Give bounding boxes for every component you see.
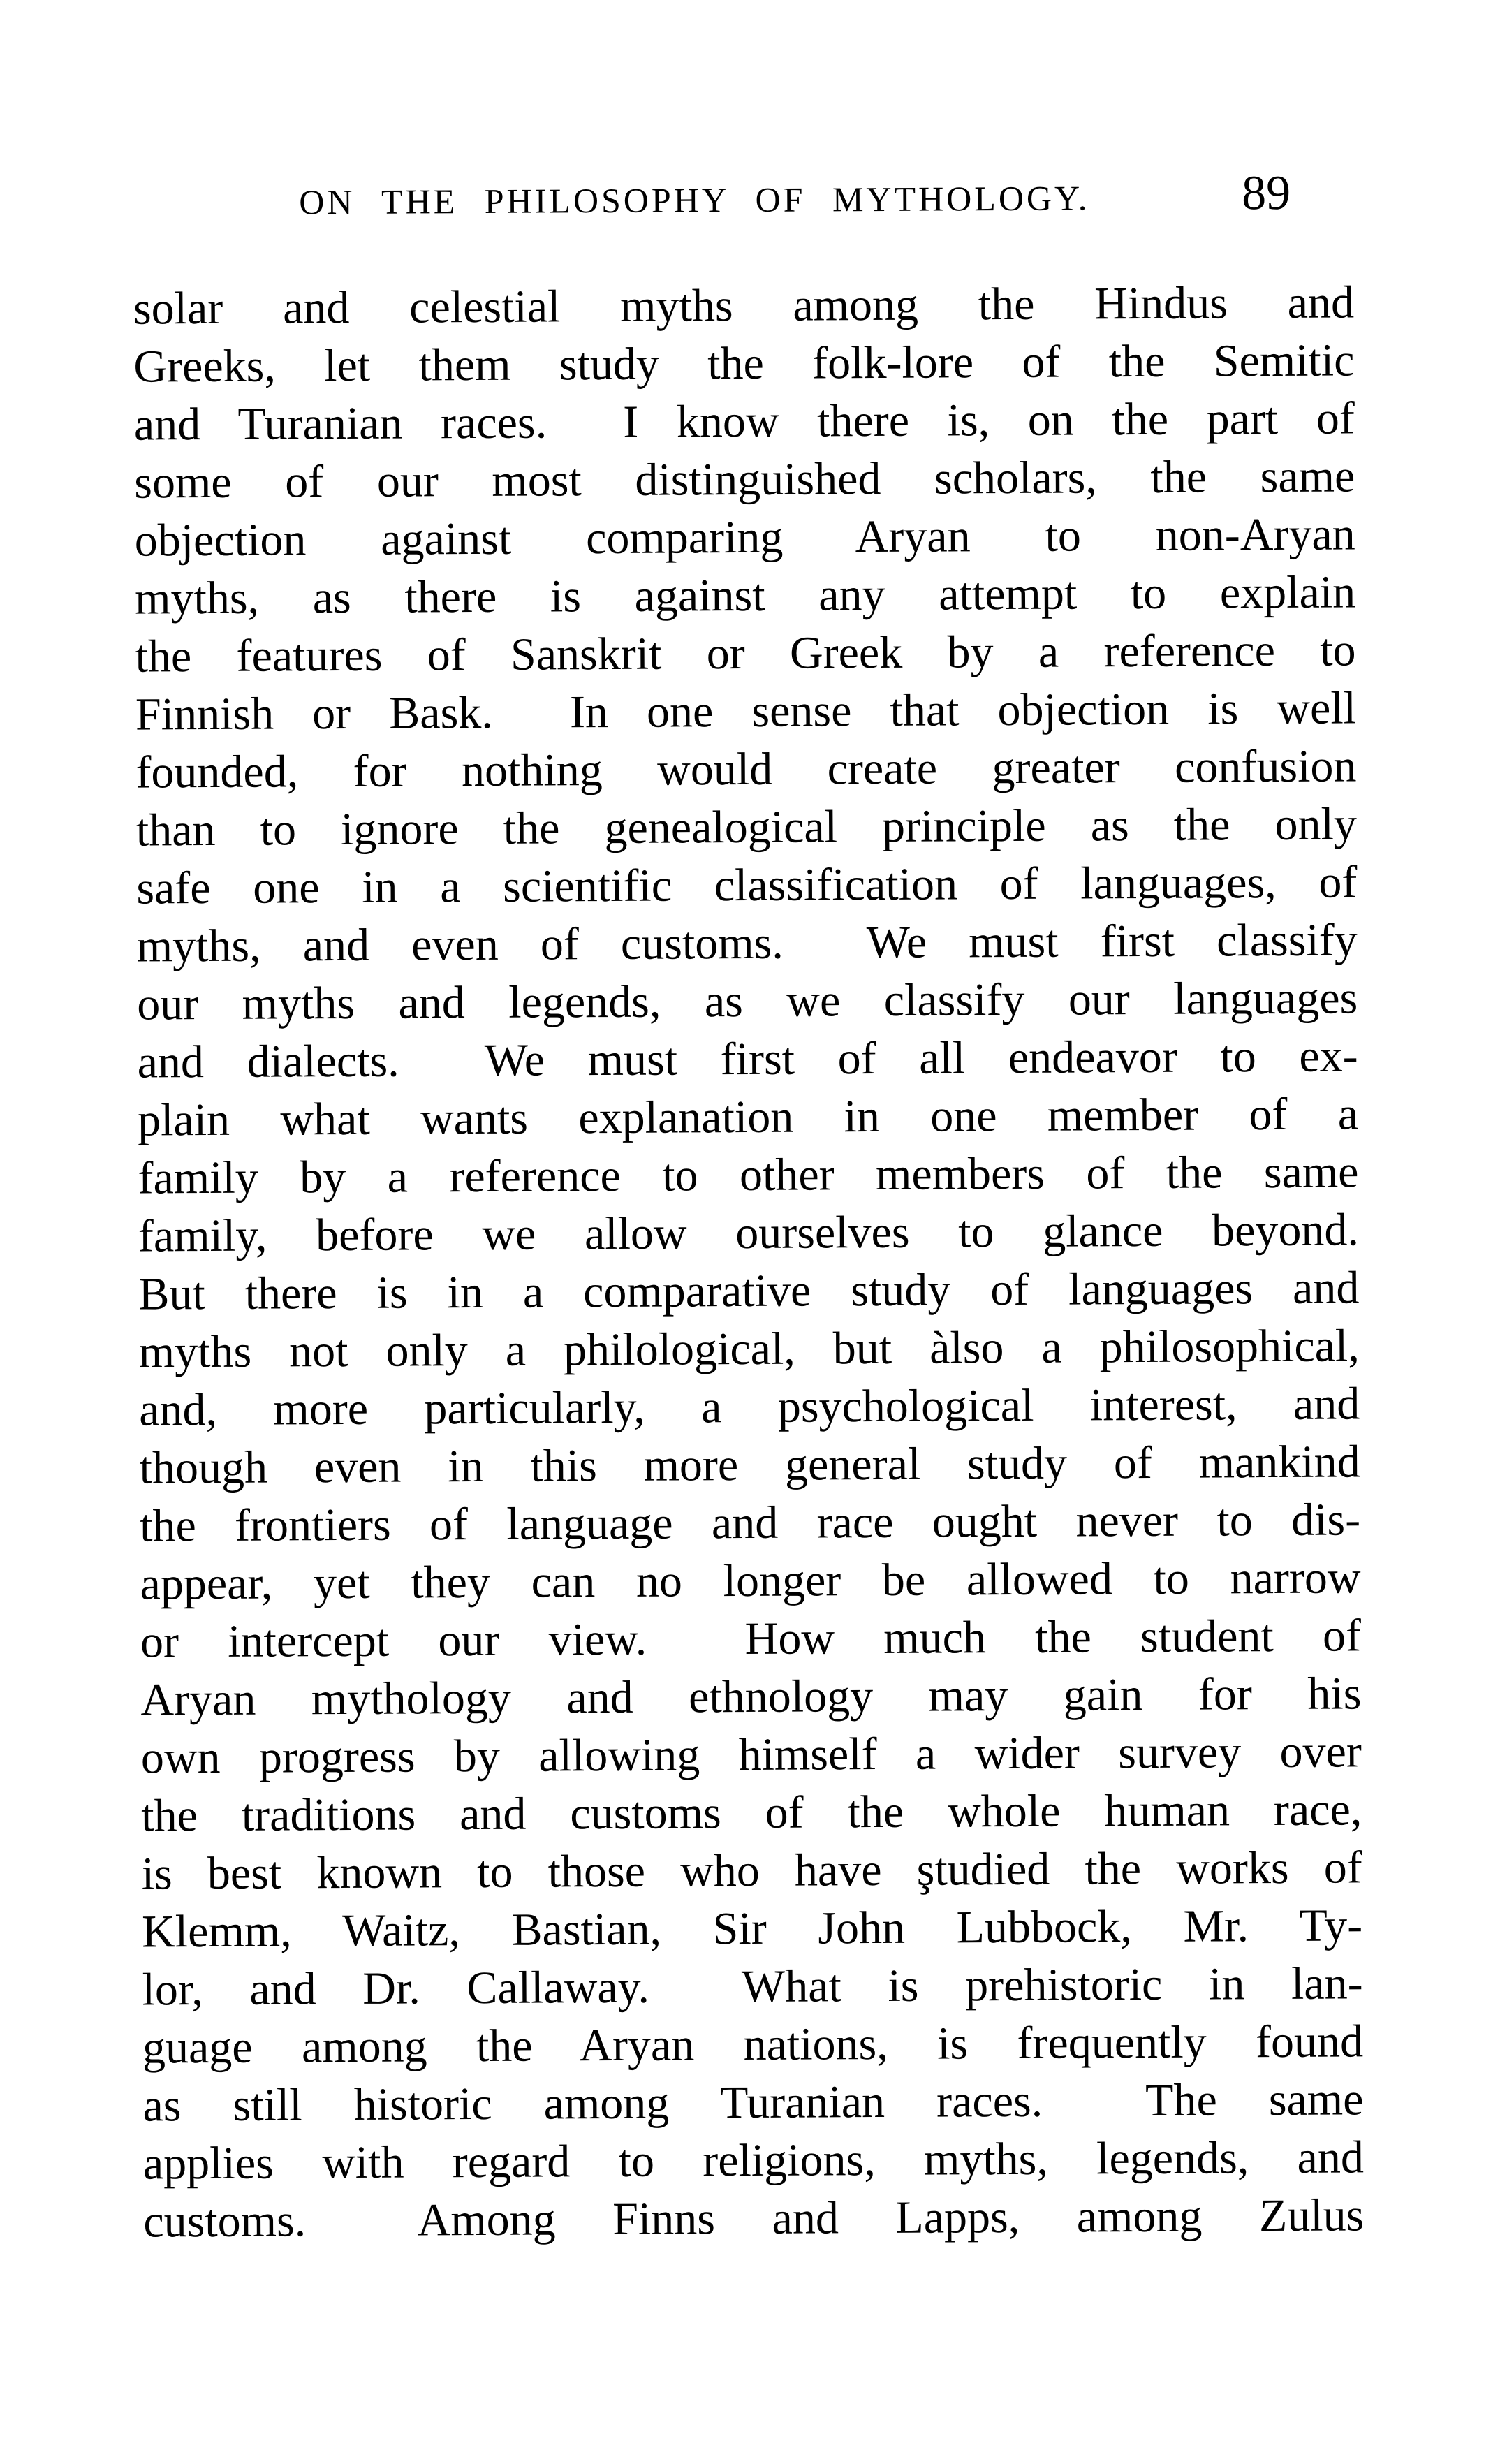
text-line: family, before we allow ourselves to glance beyond. xyxy=(138,1204,1360,1262)
text-line: solar and celestial myths among the Hindus and xyxy=(133,277,1355,335)
text-line: or intercept our view. How much the student of xyxy=(140,1610,1362,1668)
text-line: family by a reference to other members of the same xyxy=(138,1146,1359,1204)
text-line: applies with regard to religions, myths, legends, and xyxy=(142,2132,1365,2190)
text-line: safe one in a scientific classification of languages, of xyxy=(136,856,1358,914)
text-line: But there is in a comparative study of languages and xyxy=(138,1262,1360,1320)
text-line: and dialects. We must first of all endeavor to ex- xyxy=(137,1030,1358,1088)
running-head-title: ON THE PHILOSOPHY OF MYTHOLOGY. xyxy=(299,178,1090,222)
text-line: myths not only a philological, but àlso a philosophical, xyxy=(138,1320,1360,1378)
text-line: and Turanian races. I know there is, on the part of xyxy=(133,393,1355,450)
text-line: Finnish or Bask. In one sense that objection is well xyxy=(135,682,1357,740)
text-line: the frontiers of language and race ought never to dis- xyxy=(139,1494,1361,1552)
text-line: than to ignore the genealogical principle as the only xyxy=(135,798,1358,856)
text-line: appear, yet they can no longer be allowed to narrow xyxy=(140,1552,1361,1610)
text-line: Klemm, Waitz, Bastian, Sir John Lubbock, Mr. Ty- xyxy=(141,1900,1363,1958)
text-line: the features of Sanskrit or Greek by a reference to xyxy=(135,624,1356,682)
text-line: is best known to those who have ştudied the works of xyxy=(141,1842,1362,1900)
text-line: Greeks, let them study the folk-lore of the Semitic xyxy=(133,335,1355,393)
text-line: own progress by allowing himself a wider survey over xyxy=(140,1726,1362,1784)
text-line: and, more particularly, a psychological interest, and xyxy=(139,1378,1360,1436)
text-line: plain what wants explanation in one member of a xyxy=(137,1088,1359,1146)
body-text xyxy=(133,273,1365,2250)
text-line: founded, for nothing would create greater confusion xyxy=(135,740,1357,798)
text-line: Aryan mythology and ethnology may gain for his xyxy=(140,1668,1362,1726)
running-head xyxy=(133,166,1353,223)
page-content xyxy=(133,166,1365,2250)
text-line: some of our most distinguished scholars, the same xyxy=(134,450,1355,508)
text-line: customs. Among Finns and Lapps, among Zulus xyxy=(143,2190,1365,2247)
page-number: 89 xyxy=(1241,166,1291,221)
text-line: the traditions and customs of the whole human race, xyxy=(141,1784,1362,1842)
text-line: objection against comparing Aryan to non-Aryan xyxy=(134,508,1355,566)
text-line: guage among the Aryan nations, is frequently found xyxy=(142,2016,1364,2074)
text-line: as still historic among Turanian races. The same xyxy=(142,2074,1364,2132)
text-line: myths, and even of customs. We must first classify xyxy=(136,914,1358,972)
text-line: lor, and Dr. Callaway. What is prehistoric in lan- xyxy=(142,1958,1363,2016)
text-line: myths, as there is against any attempt to explain xyxy=(134,566,1356,624)
text-line: though even in this more general study of mankind xyxy=(139,1436,1360,1494)
text-line: our myths and legends, as we classify our languages xyxy=(137,972,1358,1030)
